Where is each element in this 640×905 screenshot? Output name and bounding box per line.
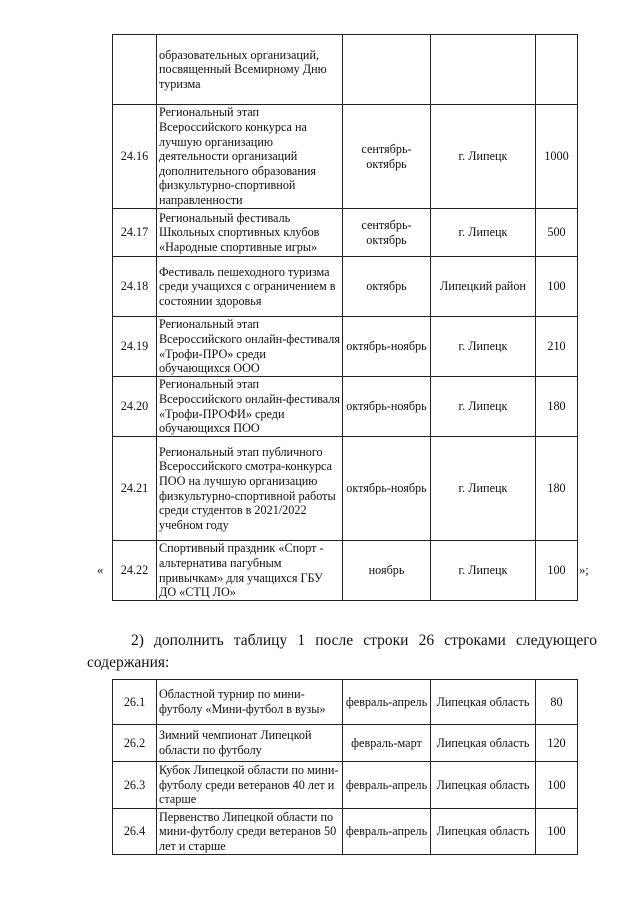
table-row xyxy=(113,762,578,809)
event-place: Липецкая область xyxy=(431,762,536,809)
event-name: Областной турнир по мини-футболу «Мини-футбол в вузы» xyxy=(157,680,343,725)
table-row xyxy=(113,680,578,725)
event-period: сентябрь-октябрь xyxy=(343,105,431,209)
row-number: 24.16 xyxy=(113,105,157,209)
table-row xyxy=(113,105,578,209)
table-row xyxy=(113,317,578,377)
participant-count: 210 xyxy=(536,317,578,377)
event-place: Липецкая область xyxy=(431,680,536,725)
event-period: февраль-апрель xyxy=(343,762,431,809)
event-period: февраль-март xyxy=(343,725,431,762)
row-number: 26.1 xyxy=(113,680,157,725)
event-place: г. Липецк xyxy=(431,541,536,601)
event-place: Липецкая область xyxy=(431,725,536,762)
table-row xyxy=(113,257,578,317)
event-name: Региональный этап Всероссийского онлайн-фестиваля «Трофи-ПРО» среди обучающихся ООО xyxy=(157,317,343,377)
table-row xyxy=(113,541,578,601)
event-period: февраль-апрель xyxy=(343,680,431,725)
table-row xyxy=(113,377,578,437)
event-period xyxy=(343,35,431,105)
row-number: 26.4 xyxy=(113,809,157,855)
participant-count: 120 xyxy=(536,725,578,762)
table-row xyxy=(113,209,578,257)
table-row xyxy=(113,809,578,855)
event-place: г. Липецк xyxy=(431,209,536,257)
event-name: Региональный этап Всероссийского конкурса на лучшую организацию деятельности организаций дополнительного образования физкультурно-спортивной направленности xyxy=(157,105,343,209)
row-number: 24.18 xyxy=(113,257,157,317)
event-name: Кубок Липецкой области по мини-футболу среди ветеранов 40 лет и старше xyxy=(157,762,343,809)
event-period: октябрь-ноябрь xyxy=(343,377,431,437)
event-name: Региональный этап Всероссийского онлайн-фестиваля «Трофи-ПРОФИ» среди обучающихся ПОО xyxy=(157,377,343,437)
event-name: Региональный этап публичного Всероссийского смотра-конкурса ПОО на лучшую организацию физкультурно-спортивной работы среди студентов в 2021/2022 учебном году xyxy=(157,437,343,541)
event-name: Зимний чемпионат Липецкой области по футболу xyxy=(157,725,343,762)
participant-count: 180 xyxy=(536,377,578,437)
event-place: Липецкая область xyxy=(431,809,536,855)
event-period: октябрь-ноябрь xyxy=(343,437,431,541)
row-number: 24.19 xyxy=(113,317,157,377)
participant-count: 80 xyxy=(536,680,578,725)
row-number: 24.17 xyxy=(113,209,157,257)
event-period: сентябрь-октябрь xyxy=(343,209,431,257)
paragraph-line-1: 2) дополнить таблицу 1 после строки 26 строками следующего xyxy=(131,632,597,649)
table-row xyxy=(113,35,578,105)
event-name: Региональный фестиваль Школьных спортивных клубов «Народные спортивные игры» xyxy=(157,209,343,257)
event-place: г. Липецк xyxy=(431,317,536,377)
participant-count: 1000 xyxy=(536,105,578,209)
event-place: г. Липецк xyxy=(431,377,536,437)
event-name: Спортивный праздник «Спорт - альтернатива пагубным привычкам» для учащихся ГБУ ДО «СТЦ ЛО» xyxy=(157,541,343,601)
event-place: Липецкий район xyxy=(431,257,536,317)
row-number: 26.3 xyxy=(113,762,157,809)
events-table-additions xyxy=(112,679,578,855)
opening-quote-mark: « xyxy=(97,563,104,577)
row-number: 26.2 xyxy=(113,725,157,762)
closing-quote-mark: »; xyxy=(579,563,589,577)
table-row xyxy=(113,725,578,762)
paragraph-line-2: содержания: xyxy=(87,654,170,671)
participant-count: 100 xyxy=(536,541,578,601)
participant-count: 100 xyxy=(536,809,578,855)
event-period: ноябрь xyxy=(343,541,431,601)
row-number xyxy=(113,35,157,105)
row-number: 24.21 xyxy=(113,437,157,541)
participant-count: 500 xyxy=(536,209,578,257)
event-place: г. Липецк xyxy=(431,105,536,209)
event-name: Фестиваль пешеходного туризма среди учащихся с ограничением в состоянии здоровья xyxy=(157,257,343,317)
table-row xyxy=(113,437,578,541)
event-place xyxy=(431,35,536,105)
participant-count xyxy=(536,35,578,105)
events-table-continued xyxy=(112,34,578,601)
row-number: 24.20 xyxy=(113,377,157,437)
event-period: октябрь xyxy=(343,257,431,317)
row-number: 24.22 xyxy=(113,541,157,601)
participant-count: 100 xyxy=(536,257,578,317)
participant-count: 100 xyxy=(536,762,578,809)
event-place: г. Липецк xyxy=(431,437,536,541)
participant-count: 180 xyxy=(536,437,578,541)
event-name: образовательных организаций, посвященный Всемирному Дню туризма xyxy=(157,35,343,105)
event-name: Первенство Липецкой области по мини-футболу среди ветеранов 50 лет и старше xyxy=(157,809,343,855)
event-period: февраль-апрель xyxy=(343,809,431,855)
amendment-paragraph xyxy=(87,630,597,674)
event-period: октябрь-ноябрь xyxy=(343,317,431,377)
